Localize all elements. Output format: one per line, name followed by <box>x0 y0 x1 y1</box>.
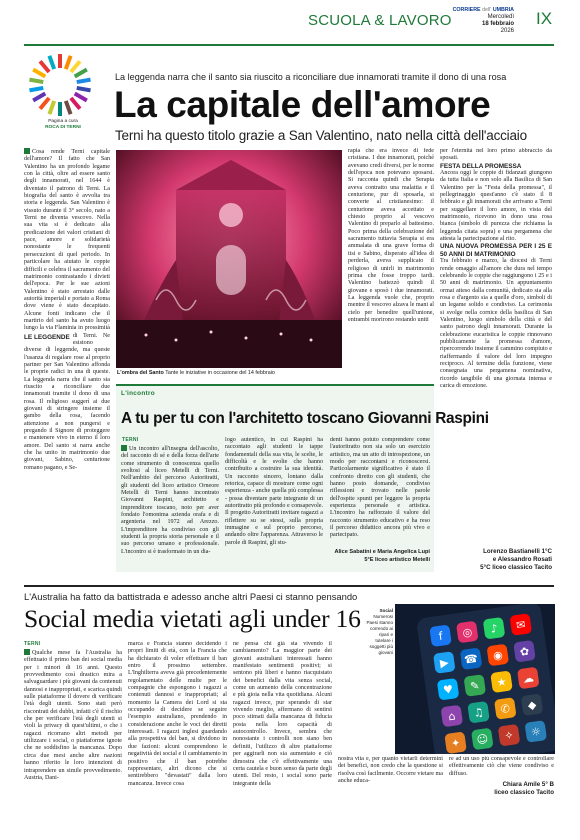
story1-signature <box>440 548 552 572</box>
header-rule <box>24 44 554 46</box>
story1-col1b-text: Ne esistono diverse di leggende, ma queste l'usanza di regalare rose al proprio partner per San Valentino affonda le proprie radici in una di queste. La leggenda narra che il santo sia riuscito a riconciliare due innamorati tramite il dono di una rosa. Il religioso suggerì ai due giovani di stringere insieme il gambo della rosa, facendo attenzione a non pungersi e pregando il Signore di proteggere e mantenere vivo in eterno il loro amore. Del santo si narra anche che ha unito in matrimonio due giovani, Sabino, centurione romano pagano, e Se- <box>24 332 110 471</box>
photo2-caption-bold: Social <box>379 608 393 613</box>
app-icon-glyph: ♥ <box>442 682 454 697</box>
newspaper-logo <box>452 7 514 35</box>
curator-line2: ROCA DI TERNI <box>45 125 81 130</box>
story2-headline: A tu per tu con l'architetto toscano Giovanni Raspini <box>121 410 489 427</box>
app-icon-glyph: ☁ <box>521 671 535 686</box>
bullet-mark <box>24 649 30 655</box>
photo2-caption <box>365 608 393 656</box>
story3-col1-text: Qualche mese fa l'Australia ha effettuato il primo ban dei social media per i minori di 16 anni. Questo provvedimento così drastico mira a salvaguardare i più giovani da contenuti dannosi e inappropriati, e scarica quindi sulle piattaforme il dovere di verificare l'età degli utenti. Sono stati però riscontrati dei dubbi, infatti c'è il rischio che per verificare l'età degli utenti si violi la privacy di quest'ultimi, o che i ragazzi ricorrano altri metodi per utilizzare i social, o piattaforme ignote che ne soddisfino la mancanza. Dopo circa due mesi anche altre nazioni hanno riferito le loro intenzioni di intraprendere un simile provvedimento. Austria, Dani- <box>24 650 122 781</box>
story1-col3 <box>440 148 552 552</box>
story2-col2: logo autentico, in cui Raspini ha raccontato agli studenti le tappe fondamentali della sua vita, le scelte, le difficoltà e le svolte che hanno contribuito a costruire la sua identità. Un racconto sincero, lontano dalla retorica, capace di mostrare come ogni esperienza - anche quella più complessa - possa diventare parte integrante di un autoritratto più profondo e consapevole. Il progetto Autoritratti invitare ragazzi a riflettere su se stessi, sulla propria immagine e sul proprio percorso, andando oltre l'apparenza. Attraverso le parole di Raspini, gli stu- <box>225 437 323 546</box>
basilica-photo <box>116 150 342 368</box>
story1-col3-subhead1: FESTA DELLA PROMESSA <box>440 162 522 170</box>
story1-col1 <box>24 148 110 552</box>
story1-col3c: Tra febbraio e marzo, la diocesi di Terni rende omaggio all'amore che dura nel tempo celebrando le coppie che raggiungono i 25 e i 50 anni di matrimonio. Un appuntamento ormai atteso dalla comunità, dedicato sia alla rosa e d'argento sia a quelle d'oro, simboli di un legame solido e condiviso. La cerimonia si svolge nella cornice della basilica di San Valentino, luogo simbolo della città e del santo patrono degli innamorati. Durante la celebrazione eucaristica le coppie rinnovano pubblicamente la promessa d'amore, ripercorrendo insieme il cammino compiuto e riaffermando il valore del loro impegno reciproco. Al termine della funzione, viene consegnata una pergamena nominativa, ricordo tangibile di una giornata intensa e carica di emozione. <box>440 258 552 389</box>
curator-line1: Pagina a cura <box>48 119 78 124</box>
story2-col1 <box>121 445 219 569</box>
story2-city: TERNI <box>122 437 139 443</box>
story2-col3: denti hanno potuto comprendere come l'autoritratto non sia solo un esercizio artistico, ma un atto di introspezione, un modo per raccontarsi e riconoscersi. Particolarmente significativo è stato il confronto diretto con gli studenti, che hanno posto domande, condiviso riflessioni e trovato nelle parole dell'ospite spunti per leggere la propria esperienza personale e artistica. L'incontro ha rafforzato il valore del racconto strumento educativo e ha reso il percorso didattico ancora più vivo e partecipato. <box>330 437 430 539</box>
app-icon-glyph: f <box>437 629 444 643</box>
app-icon-glyph: ✉ <box>515 617 527 633</box>
app-icon-glyph: ◆ <box>527 698 538 713</box>
story1-col3b: Ancora oggi le coppie di fidanzati giungono da tutta Italia e non solo alla Basilica di San Valentino per la "Festa della promessa", il pellegrinaggio quest'anno c'è stato il 8 febbraio e gli innamorati che arrivano a Terni per suggellare il loro amore, in vista del matrimonio, ricevono in dono una rosa bianca (simbolo di purezza che richiama la leggenda citata sopra) e una pergamena che attesta la partecipazione al rito. <box>440 170 552 243</box>
logo-dell: dell' <box>482 7 492 13</box>
story3-sig2: liceo classico Tacito <box>494 789 554 796</box>
story1-headline: La capitale dell'amore <box>114 84 491 125</box>
app-icon-glyph: ◉ <box>492 648 504 663</box>
story1-col3-subhead2: UNA NUOVA PROMESSA PER I 25 E 50 ANNI DI MATRIMONIO <box>440 243 552 258</box>
story1-col2: rapia che era invece di fede cristiana. I due innamorati, poiché avevano credi diversi, per le norme dell'epoca non potevano sposarsi. Si racconta quindi che Serapia aveva contratto una malattia e il centurione, pur di sposarla, si converte al cristianesimo: il centurione aveva accettato e chiesto proprio al vescovo Valentino di preparlo al battesimo. Poco prima della celebrazione del sacramento tuttavia Serapia si era ammalata di una grave forma di tisi e Sabino, disperato all'idea di perderla, aveva supplicato il religioso di unirli in matrimonio prima che fosse troppo tardi. Valentino battezzò quindi il giovane e sposò i due innamorati. La leggenda vuole che, proprio mentre il vescovo alzava le mani al cielo per benedire quell'unione, entrambi morirono restando uniti <box>348 148 434 323</box>
bullet-mark <box>24 148 30 154</box>
logo-top: CORRIERE <box>452 7 481 13</box>
app-icon-glyph: ☼ <box>530 724 542 740</box>
app-icon-glyph: ☎ <box>463 651 479 667</box>
story3-city: TERNI <box>24 641 41 647</box>
story3-col1 <box>24 649 122 821</box>
app-icon-glyph: ♫ <box>472 705 485 720</box>
issue-day: Mercoledì <box>487 14 514 20</box>
app-icon-glyph: ✎ <box>469 678 481 694</box>
bullet-mark <box>121 445 127 451</box>
story2-signature <box>330 548 430 564</box>
app-icon-glyph: ★ <box>495 675 508 690</box>
photo1-caption-text: Tante le iniziative in occasione del 14 febbraio <box>165 370 275 376</box>
smartphone-photo <box>395 604 555 754</box>
story1-overline: La leggenda narra che il santo sia riuscito a riconciliare due innamorati tramite il dono di una rosa <box>115 72 507 82</box>
story3-headline: Social media vietati agli under 16 <box>24 604 361 633</box>
app-icon-glyph: ☺ <box>475 732 489 747</box>
app-icon-glyph: ✦ <box>450 736 462 751</box>
photo1-caption-bold: L'ombra del Santo <box>117 370 164 376</box>
story1-sig2: e Alessandro Rosati <box>492 556 552 563</box>
app-icon-glyph: ✿ <box>519 644 531 659</box>
story3-col4: nostra vita e, per quanto vietarli determini dei benefici, non credo che la questione si risolva così facilmente. Occorre vietare ma anche educa- <box>338 756 443 785</box>
issue-date: 18 febbraio <box>481 21 514 27</box>
story3-overline: L'Australia ha fatto da battistrada e adesso anche altri Paesi ci stanno pensando <box>24 591 358 602</box>
app-icon-glyph: ◎ <box>461 625 474 640</box>
app-icon-glyph: ▶ <box>439 655 450 671</box>
story2-sig1: Alice Sabatini e Maria Angelica Lupi <box>334 549 430 555</box>
story1-col1-subhead: LE LEGGENDE <box>24 333 70 341</box>
app-icon-glyph: ✧ <box>503 728 515 743</box>
curator-credit <box>28 119 98 131</box>
app-icon-glyph: ⌂ <box>447 709 457 724</box>
story3-col2: marca e Francia stanno decidendo i propri limiti di età, con la Francia che ha dichiarato di voler effettuare il ban entro il prossimo settembre. L'Inghilterra aveva già precedentemente regolamentato delle multe per le compagnie che espongono i ragazzi a contenuti dannosi e inappropriati; al momento la Camera dei Lord si sta occupando di decidere se seguire l'esempio australiano, prendendo in considerazione anche le voci dei diretti interessati. I ragazzi inglesi guardando alla prospettiva del ban, si dividono in due fazioni: alcuni comprendono le negatività dei social e il cambiamento in positivo che il ban potrebbe rappresentare, altri dicono che si sentirebbero "devastati" dalla loro mancanza. Invece cosa <box>128 641 227 787</box>
issue-year: 2026 <box>500 28 514 34</box>
story3-sig1: Chiara Amile 5° B <box>502 781 554 788</box>
app-icon-glyph: ♪ <box>489 621 499 636</box>
story2-kicker: L'incontro <box>121 390 155 397</box>
story1-col3a: per l'eternità nel loro primo abbraccio da sposati. <box>440 148 552 162</box>
story3-col5: re ad un uso più consapevole e controllare effettivamente ciò che viene condiviso e diffuso. <box>449 756 554 777</box>
story1-col1-text: Cosa rende Terni capitale dell'amore? Il fatto che San Valentino ha un profondo legame con la città, oltre ad essere santo degli innamorati, nel 1644 è diventato il patrono di Terni. La biografia del santo è avvolta tra storia e leggenda. San Valentino è vissuto durante il 3° secolo, nato a Terni ne diventa vescovo. Nella sua vita si è dedicato alla predicazione dei valori cristiani di pace, amore e solidarietà nonostante le frequenti persecuzioni di quel periodo. In particolare ha aiutato le coppie difficili e celebra il sacramento del matrimonio contrastando i divieti dell'epoca. Per le sue azioni Valentino è stato arrestato dalle autorità imperiali e portato a Roma dove viene è stato decapitato. Alcune fonti indicano che il martirio del santo ha avuto luogo lungo la via Flaminia in prossimità di Terni. <box>24 149 110 339</box>
photo1-caption <box>117 370 275 376</box>
story3-signature <box>449 781 554 797</box>
story3-col3: ne pensa chi già sta vivendo il cambiamento? La maggior parte dei giovani australiani interessati hanno manifestato sentimenti positivi; si sentono più liberi e hanno riacquistato dei benefici dalla vita senza social, come un aumento della concentrazione e più gioia nella vita quotidiana. Alcuni ragazzi invece, pur sperando di star vivendo meglio, affermano di sentirsi poco stimati dalla mancanza di fiducia posta nella loro capacità di autocontrollo. Invece, sembra che nonostante i controlli non siano ben definiti, l'utilizzo di altre piattaforme per aggirarli non sia aumentato e ciò dimostra che c'è effettivamente una certa cautela e buon senso da parte degli utenti. Del resto, i social sono parte integrante della <box>233 641 332 787</box>
story1-sig1: Lorenzo Bastianelli 1°C <box>483 548 552 555</box>
story1-subhead: Terni ha questo titolo grazie a San Valentino, nato nella città dell'acciaio <box>115 128 527 143</box>
story2-sig2: 5°E liceo artistico Metelli <box>364 557 430 563</box>
app-icon-glyph: ✆ <box>499 701 511 717</box>
story1-sig3: 5°C liceo classico Tacito <box>480 564 552 571</box>
crayon-illustration <box>18 54 102 116</box>
page-number: IX <box>536 9 553 28</box>
section-divider <box>24 585 554 587</box>
section-title: SCUOLA & LAVORO <box>308 12 452 29</box>
photo2-caption-text: Numerosi Paesi stanno correndo ai ripari e tutelare i soggetti più giovani <box>366 614 393 655</box>
story2-col1-text: Un incontro all'insegna dell'ascolto, del racconto di sé e della forza dell'arte come strumento di conoscenza quello svoltosi al liceo Metelli di Terni. Nell'ambito del percorso Autoritratti, gli studenti del liceo artistico Orneore Metelli di Terni hanno incontrato Giovanni Raspini, architetto e imprenditore toscano, noto per aver fondato l'omonima azienda orafa e di argenteria nel 1972 ad Arezzo. L'imprenditore ha condiviso con gli studenti la propria storia personale e il suo percorso umano e professionale. L'incontro si è trasformato in un dia- <box>121 446 219 555</box>
logo-umbria: UMBRIA <box>492 7 514 13</box>
